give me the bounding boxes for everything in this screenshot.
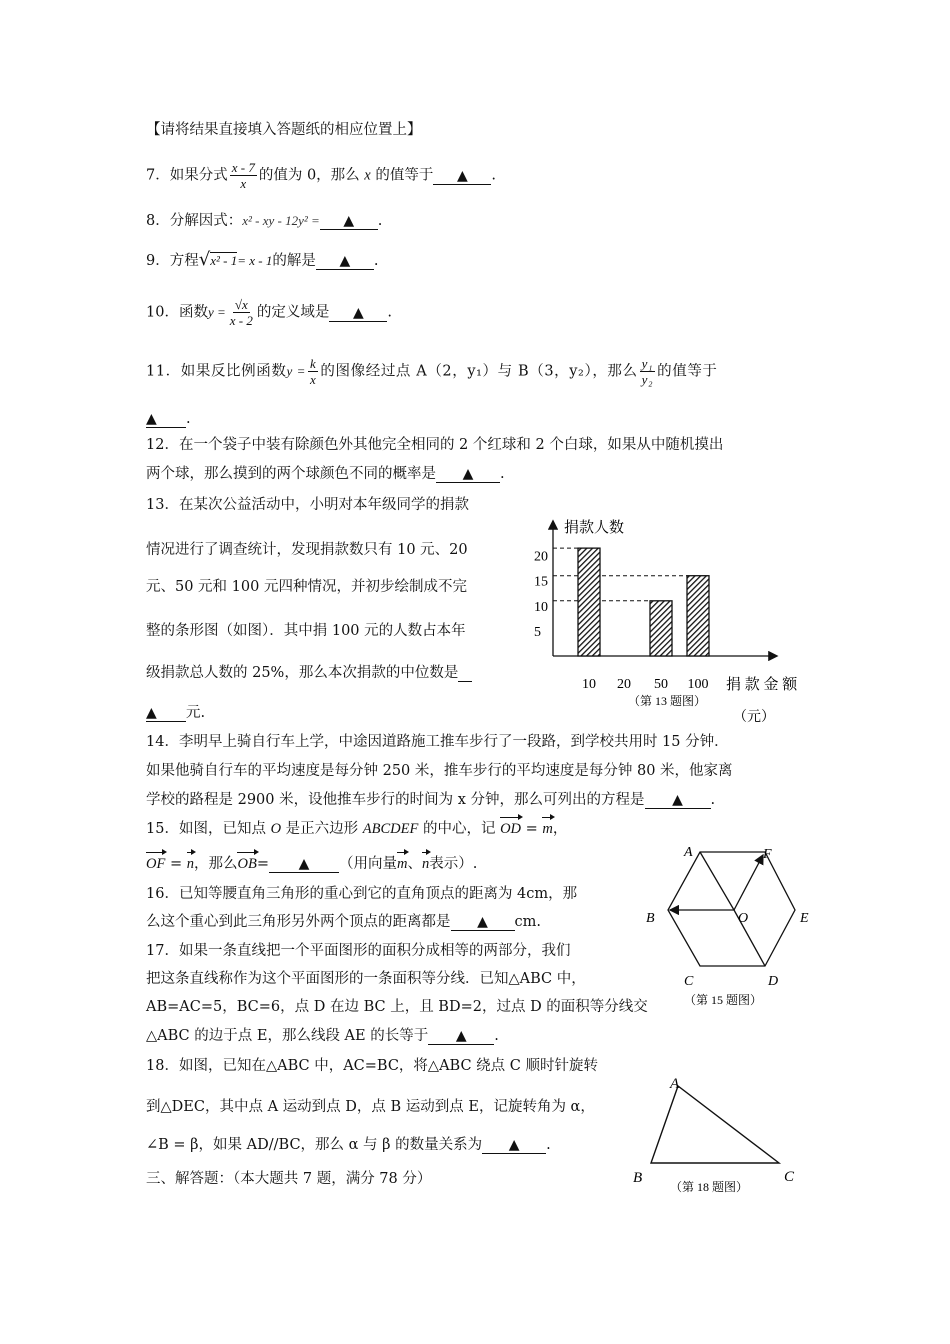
y-tick-label: 10 [534,599,548,615]
instruction-header: 【请将结果直接填入答题纸的相应位置上】 [146,122,422,138]
q13-line-3: 元、50 元和 100 元四种情况，并初步绘制成不完 [146,579,467,595]
question-10: 10．函数y = $\frac{√x}{x - 2}$ 的定义域是 ▲ . [146,297,392,328]
q11-text-3: 的值等于 [657,363,718,380]
q7-answer-blank[interactable]: ▲ [433,168,491,185]
q18-line-3: ∠B = β，如果 AD//BC，那么 α 与 β 的数量关系为 ▲ . [146,1137,551,1153]
q9-text: 9．方程 [146,253,199,269]
vector-ob: OB [237,853,256,875]
q9-answer-blank[interactable]: ▲ [316,253,374,270]
q18-answer-blank[interactable]: ▲ [482,1137,546,1154]
x-tick-label: 10 [582,677,596,692]
q9-rhs: = x - 1 [237,253,273,268]
q17-line-2: 把这条直线称作为这个平面图形的一条面积等分线．已知△ABC 中， [146,971,586,987]
triangle-figure [628,1070,808,1200]
q9-radicand: x² - 1 [210,253,238,268]
q13-line-6: ▲ 元. [146,705,206,721]
q17-answer-blank[interactable]: ▲ [428,1028,494,1045]
chart-caption: （第 13 题图） [628,694,707,708]
q10-answer-blank[interactable]: ▲ [329,305,387,322]
q12-line-2: 两个球，那么摸到的两个球颜色不同的概率是 ▲ . [146,466,505,482]
label-b: B [646,911,655,926]
q10-text-2: 的定义域是 [256,304,330,321]
question-7: 7．如果分式 $\frac{x - 7}{x}$ 的值为 0，那么 x 的值等于 ▲ . [146,160,496,191]
q14-line-2: 如果他骑自行车的平均速度是每分钟 250 米，推车步行的平均速度是每分钟 80 米，他家离 [146,763,733,779]
q13-answer-blank-start [458,665,472,682]
q11-point-a: A（2，y₁）与 [416,363,513,380]
q14-line-1: 14．李明早上骑自行车上学，中途因道路施工推车步行了一段路，到学校共用时 15 分钟． [146,734,729,750]
q7-text-3: 的值等于 [375,167,434,184]
q16-line-1: 16．已知等腰直角三角形的重心到它的直角顶点的距离为 4cm，那 [146,886,578,902]
q9-text-2: 的解是 [272,253,316,269]
triangle-caption: （第 18 题图） [670,1180,749,1194]
q13-line-1: 13．在某次公益活动中，小明对本年级同学的捐款 [146,497,469,513]
question-11 [146,356,718,387]
vector-n: n [187,853,194,875]
segment-ao [700,852,734,910]
label-b: B [633,1170,643,1186]
label-a: A [684,845,693,860]
x-tick-label: 20 [617,677,631,692]
q13-line-4: 整的条形图（如图）．其中捐 100 元的人数占本年 [146,623,466,639]
bar-100 [687,576,709,656]
q17-line-4: △ABC 的边于点 E，那么线段 AE 的长等于 ▲ . [146,1028,499,1044]
vector-od: OD [500,818,521,840]
section-3-heading: 三、解答题：（本大题共 7 题，满分 78 分） [146,1171,432,1187]
vector-m: m [542,818,552,840]
y-axis-label: 捐款人数 [564,520,625,536]
label-e: E [800,911,809,926]
q13-line-2: 情况进行了调查统计，发现捐款数只有 10 元、20 [146,542,468,558]
q13-answer-blank[interactable]: ▲ [146,705,186,722]
label-a: A [670,1076,680,1092]
label-c: C [684,974,694,989]
bar-50 [650,601,672,656]
q14-line-3: 学校的路程是 2900 米，设他推车步行的时间为 x 分钟，那么可列出的方程是 ▲ . [146,792,716,808]
q12-line-1: 12．在一个袋子中装有除颜色外其他完全相同的 2 个红球和 2 个白球，如果从中随机摸出 [146,437,724,453]
x-tick-label: 100 [687,677,709,692]
q10-lhs: y = [207,304,226,320]
q11-lhs: y = [286,363,307,379]
bar-10 [578,548,600,656]
vector-of: OF [146,853,165,875]
question-9: 9．方程√x² - 1= x - 1的解是 ▲ . [146,249,379,270]
x-axis-unit: （元） [733,710,775,725]
q16-answer-blank[interactable]: ▲ [451,914,515,931]
label-o: O [738,911,749,926]
label-f: F [763,847,772,862]
q15-answer-blank[interactable]: ▲ [269,856,339,873]
q11-point-b: B（3，y₂），那么 [517,363,638,380]
q10-fraction: $\frac{√x}{x - 2}$ [229,297,253,328]
q7-text: 7．如果分式 [146,167,228,184]
label-d: D [768,974,779,989]
question-8: 8．分解因式：x² - xy - 12y² = ▲ . [146,213,383,229]
q11-answer-blank[interactable]: ▲ [146,411,186,428]
q7-var: x [364,167,371,184]
q10-text: 10．函数 [146,304,208,321]
q15-line-2: OF = n，那么OB= ▲ （用向量m、n表示）. [146,853,477,875]
q11-text: 11．如果反比例函数 [146,363,287,380]
q12-answer-blank[interactable]: ▲ [436,466,500,483]
q18-line-1: 18．如图，已知在△ABC 中，AC=BC，将△ABC 绕点 C 顺时针旋转 [146,1058,598,1074]
hexagon-figure [640,838,820,1018]
q8-answer-blank[interactable]: ▲ [320,213,378,230]
q7-fraction: $\frac{x - 7}{x}$ [231,160,255,191]
q17-line-3: AB=AC=5，BC=6，点 D 在边 BC 上，且 BD=2，过点 D 的面积等分线交 [146,999,648,1015]
q16-line-2: 么这个重心到此三角形另外两个顶点的距离都是 ▲ cm. [146,914,541,930]
q17-line-1: 17．如果一条直线把一个平面图形的面积分成相等的两部分，我们 [146,943,571,959]
q8-expression: x² - xy - 12y² = [242,213,320,228]
q11-text-2: 的图像经过点 [320,363,412,380]
vector-of-arrow [734,855,763,910]
x-tick-label: 50 [654,677,668,692]
q11-fraction: $\frac{k}{x}$ [310,356,317,387]
q15-line-1: 15．如图，已知点 O 是正六边形 ABCDEF 的中心，记 OD = m， [146,818,567,840]
x-axis-label: 捐 款 金 额 [726,677,798,693]
donation-bar-chart [530,508,840,738]
y-tick-label: 20 [534,549,548,565]
q11-ratio: $\frac{\text{y₁}}{\text{y₂}}$ [641,356,654,387]
hexagon-caption: （第 15 题图） [684,993,763,1007]
q7-text-2: 的值为 0，那么 [258,167,360,184]
q18-line-2: 到△DEC，其中点 A 运动到点 D，点 B 运动到点 E，记旋转角为 α， [146,1099,595,1115]
label-c: C [784,1169,795,1185]
question-11-answer: ▲ . [146,411,191,427]
q8-text: 8．分解因式： [146,213,243,229]
y-tick-label: 5 [534,624,541,640]
q13-line-5: 级捐款总人数的 25%，那么本次捐款的中位数是 [146,662,472,684]
y-tick-label: 15 [534,574,548,590]
triangle-abc [651,1086,779,1163]
hexagon [668,852,795,966]
q14-answer-blank[interactable]: ▲ [645,792,711,809]
